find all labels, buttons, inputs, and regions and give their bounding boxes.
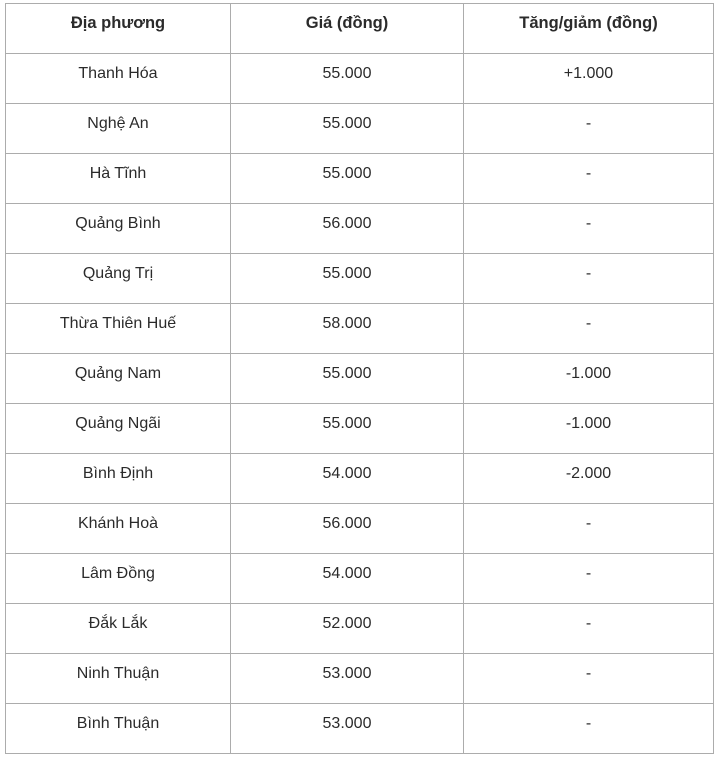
region-cell: Ninh Thuận [6, 654, 231, 704]
change-cell: -2.000 [464, 454, 714, 504]
price-cell: 53.000 [231, 704, 464, 754]
change-cell: - [464, 554, 714, 604]
column-header-price: Giá (đồng) [231, 4, 464, 54]
table-row [6, 654, 714, 704]
table-row [6, 104, 714, 154]
table-row [6, 54, 714, 104]
region-cell: Thừa Thiên Huế [6, 304, 231, 354]
table-row [6, 454, 714, 504]
region-cell: Thanh Hóa [6, 54, 231, 104]
price-cell: 56.000 [231, 204, 464, 254]
change-cell: - [464, 154, 714, 204]
region-cell: Lâm Đồng [6, 554, 231, 604]
region-cell: Quảng Nam [6, 354, 231, 404]
price-cell: 55.000 [231, 104, 464, 154]
column-header-region: Địa phương [6, 4, 231, 54]
region-cell: Đắk Lắk [6, 604, 231, 654]
price-cell: 58.000 [231, 304, 464, 354]
region-cell: Nghệ An [6, 104, 231, 154]
change-cell: +1.000 [464, 54, 714, 104]
price-cell: 55.000 [231, 404, 464, 454]
change-cell: -1.000 [464, 404, 714, 454]
price-table [5, 3, 714, 754]
price-cell: 55.000 [231, 154, 464, 204]
table-row [6, 204, 714, 254]
change-cell: - [464, 104, 714, 154]
change-cell: -1.000 [464, 354, 714, 404]
region-cell: Bình Định [6, 454, 231, 504]
table-row [6, 304, 714, 354]
price-cell: 55.000 [231, 354, 464, 404]
price-cell: 54.000 [231, 554, 464, 604]
change-cell: - [464, 254, 714, 304]
table-row [6, 354, 714, 404]
change-cell: - [464, 704, 714, 754]
table-row [6, 154, 714, 204]
region-cell: Khánh Hoà [6, 504, 231, 554]
change-cell: - [464, 304, 714, 354]
region-cell: Bình Thuận [6, 704, 231, 754]
table-body [6, 54, 714, 754]
change-cell: - [464, 654, 714, 704]
column-header-change: Tăng/giảm (đồng) [464, 4, 714, 54]
table-row [6, 704, 714, 754]
region-cell: Quảng Trị [6, 254, 231, 304]
change-cell: - [464, 504, 714, 554]
region-cell: Quảng Ngãi [6, 404, 231, 454]
price-cell: 54.000 [231, 454, 464, 504]
region-cell: Quảng Bình [6, 204, 231, 254]
region-cell: Hà Tĩnh [6, 154, 231, 204]
table-header-row [6, 4, 714, 54]
table-row [6, 554, 714, 604]
change-cell: - [464, 204, 714, 254]
price-cell: 53.000 [231, 654, 464, 704]
price-cell: 55.000 [231, 254, 464, 304]
table-row [6, 404, 714, 454]
price-cell: 52.000 [231, 604, 464, 654]
table-row [6, 604, 714, 654]
table-row [6, 504, 714, 554]
price-cell: 56.000 [231, 504, 464, 554]
table-row [6, 254, 714, 304]
change-cell: - [464, 604, 714, 654]
price-cell: 55.000 [231, 54, 464, 104]
